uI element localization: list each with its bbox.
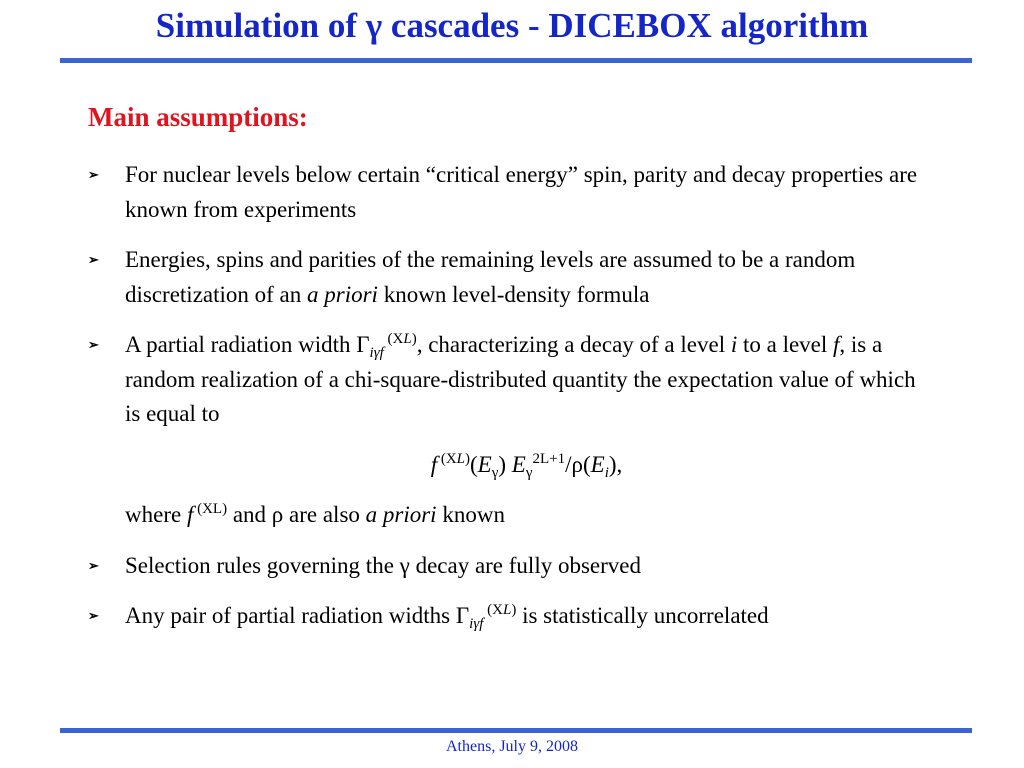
section-heading: Main assumptions: xyxy=(88,102,308,132)
text-run: f xyxy=(186,502,194,527)
text-run: a priori xyxy=(365,502,437,527)
bullet-list-continued xyxy=(88,549,928,634)
text-run: f xyxy=(430,451,438,477)
arrowhead-bullet-icon: ➢ xyxy=(88,252,99,267)
text-run: ) xyxy=(411,331,417,347)
text-run: (X xyxy=(483,602,503,618)
text-run: Energies, spins and parities of the remaining levels are assumed to be a random discretization of an xyxy=(125,247,856,307)
text-run: where xyxy=(125,502,187,527)
text-run: ), xyxy=(608,451,623,477)
bullet-item xyxy=(88,599,928,634)
text-run: f xyxy=(833,332,840,357)
slide-content xyxy=(88,158,928,650)
bullet-item xyxy=(88,158,928,227)
text-run: iγf xyxy=(469,616,484,632)
text-run: i xyxy=(730,332,738,357)
text-run: , characterizing a decay of a level xyxy=(416,332,731,357)
arrowhead-bullet-icon: ➢ xyxy=(88,167,99,182)
text-run: , is a random realization of a chi-square-distributed quantity the expectation value of which is equal to xyxy=(125,332,916,426)
arrowhead-bullet-icon: ➢ xyxy=(88,337,99,352)
arrowhead-bullet-icon: ➢ xyxy=(88,557,99,573)
text-run: L xyxy=(403,331,412,347)
text-run: E xyxy=(511,451,526,477)
text-run: is statistically uncorrelated xyxy=(516,603,769,628)
text-run: For nuclear levels below certain “critical energy” spin, parity and decay properties are known from experiments xyxy=(125,162,918,222)
where-note xyxy=(88,498,928,533)
text-run: i xyxy=(604,464,609,481)
text-run: ) xyxy=(511,602,517,618)
bullet-item xyxy=(88,328,928,432)
text-run: γ xyxy=(525,464,533,481)
text-run: (X xyxy=(437,450,457,467)
text-run: E xyxy=(590,451,605,477)
text-run: a priori xyxy=(307,281,378,307)
expectation-formula xyxy=(88,448,928,483)
title-divider xyxy=(60,58,972,63)
text-run: Selection rules governing the γ decay are fully observed xyxy=(125,552,641,578)
text-run: A partial radiation width Γ xyxy=(125,332,370,357)
text-run: ( xyxy=(470,451,478,477)
text-run: /ρ( xyxy=(565,451,591,477)
bullet-item xyxy=(88,243,928,312)
arrowhead-bullet-icon: ➢ xyxy=(88,608,99,623)
footer-text: Athens, July 9, 2008 xyxy=(446,738,578,755)
text-run: L xyxy=(503,602,512,618)
text-run: (X xyxy=(383,331,404,347)
bullet-list xyxy=(88,158,928,432)
bullet-item xyxy=(88,549,928,584)
text-run: (XL) xyxy=(193,501,228,517)
text-run: E xyxy=(477,451,492,477)
footer-divider xyxy=(60,728,972,733)
text-run: L xyxy=(456,450,465,467)
text-run: 2L+1 xyxy=(532,450,566,467)
text-run: known level-density formula xyxy=(377,281,650,307)
text-run: iγf xyxy=(369,345,384,361)
text-run: known xyxy=(436,502,505,527)
text-run: ) xyxy=(498,451,512,477)
text-run: to a level xyxy=(737,332,834,357)
text-run: and ρ are also xyxy=(227,502,366,527)
text-run: ) xyxy=(465,450,470,467)
text-run: Any pair of partial radiation widths Γ xyxy=(125,603,470,628)
slide-title: Simulation of γ cascades - DICEBOX algorithm xyxy=(155,6,869,45)
text-run: γ xyxy=(491,464,499,481)
